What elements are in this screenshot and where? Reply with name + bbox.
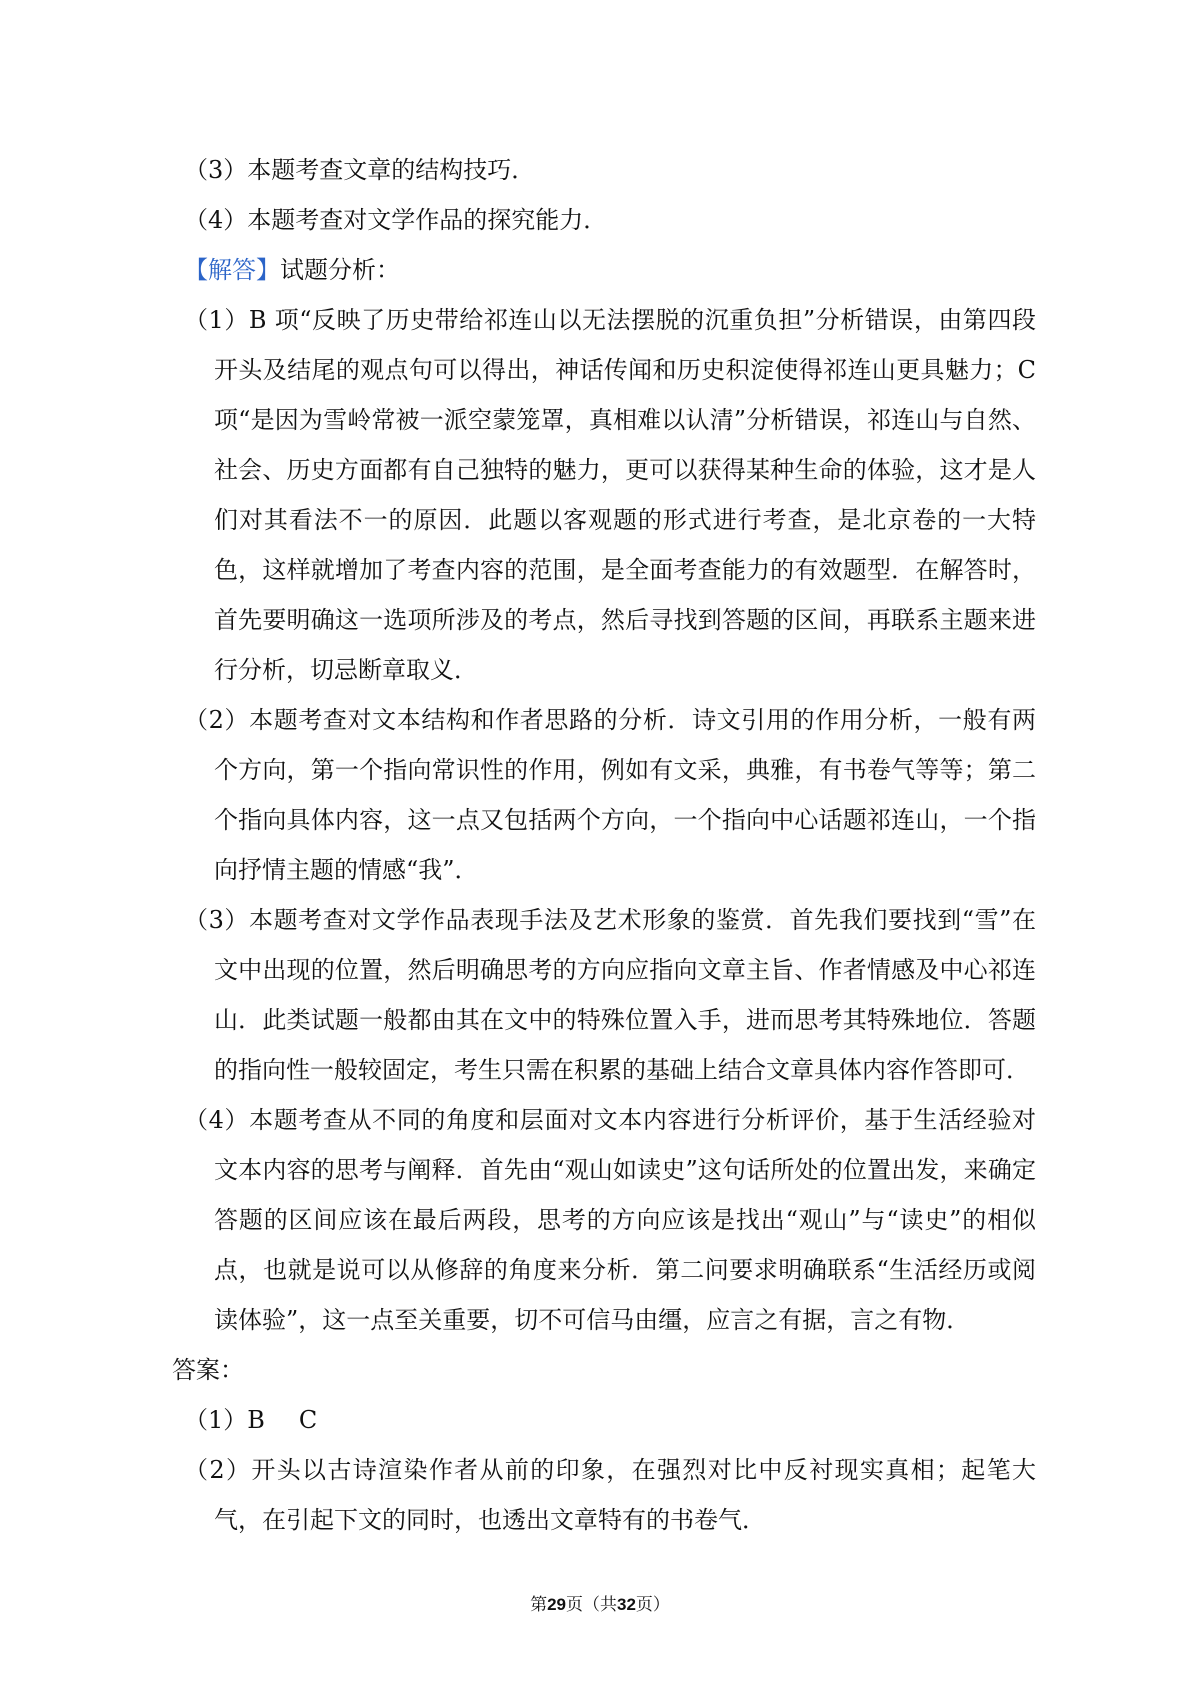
answers-label: 答案： — [172, 1356, 244, 1384]
analysis-paragraph-1: （1）B 项“反映了历史带给祁连山以无法摆脱的沉重负担”分析错误，由第四段开头及结尾的观点句可以得出，神话传闻和历史积淀使得祁连山更具魅力；C项“是因为雪岭常被一派空蒙笼罩，真相难以认清”分析错误，祁连山与自然、社会、历史方面都有自己独特的魅力，更可以获得某种生命的体验，这才是人们对其看法不一的原因．此题以客观题的形式进行考查，是北京卷的一大特色，这样就增加了考查内容的范围，是全面考查能力的有效题型．在解答时，首先要明确这一选项所涉及的考点，然后寻找到答题的区间，再联系主题来进行分析，切忌断章取义． — [184, 306, 1036, 684]
answer-header-label: 试题分析： — [280, 256, 400, 284]
analysis-point-4: （4）本题考查对文学作品的探究能力． — [184, 206, 608, 234]
current-page-number: 29 — [547, 1595, 566, 1614]
answer-1-second: C — [298, 1406, 318, 1434]
page-footer — [0, 1590, 1200, 1615]
answer-header — [184, 245, 1036, 295]
footer-post: 页） — [635, 1595, 670, 1615]
analysis-paragraph-4: （4）本题考查从不同的角度和层面对文本内容进行分析评价，基于生活经验对文本内容的思考与阐释．首先由“观山如读史”这句话所处的位置出发，来确定答题的区间应该在最后两段，思考的方向应该是找出“观山”与“读史”的相似点，也就是说可以从修辞的角度来分析．第二问要求明确联系“生活经历或阅读体验”，这一点至关重要，切不可信马由缰，应言之有据，言之有物． — [184, 1106, 1036, 1334]
answer-1 — [184, 1395, 1036, 1445]
total-page-number: 32 — [617, 1595, 636, 1614]
answer-2: （2）开头以古诗渲染作者从前的印象，在强烈对比中反衬现实真相；起笔大气，在引起下文的同时，也透出文章特有的书卷气． — [184, 1456, 1036, 1534]
page-content — [172, 145, 1036, 1545]
analysis-paragraph-2: （2）本题考查对文本结构和作者思路的分析．诗文引用的作用分析，一般有两个方向，第一个指向常识性的作用，例如有文采，典雅，有书卷气等等；第二个指向具体内容，这一点又包括两个方向，一个指向中心话题祁连山，一个指向抒情主题的情感“我”． — [184, 706, 1036, 884]
answer-1-first: （1）B — [184, 1406, 265, 1434]
footer-mid: 页（共 — [566, 1595, 617, 1615]
analysis-point-3: （3）本题考查文章的结构技巧． — [184, 156, 536, 184]
analysis-paragraph-3: （3）本题考查对文学作品表现手法及艺术形象的鉴赏．首先我们要找到“雪”在文中出现的位置，然后明确思考的方向应指向文章主旨、作者情感及中心祁连山．此类试题一般都由其在文中的特殊位置入手，进而思考其特殊地位．答题的指向性一般较固定，考生只需在积累的基础上结合文章具体内容作答即可． — [184, 906, 1036, 1084]
answer-tag: 【解答】 — [184, 256, 280, 284]
footer-pre: 第 — [530, 1595, 548, 1615]
